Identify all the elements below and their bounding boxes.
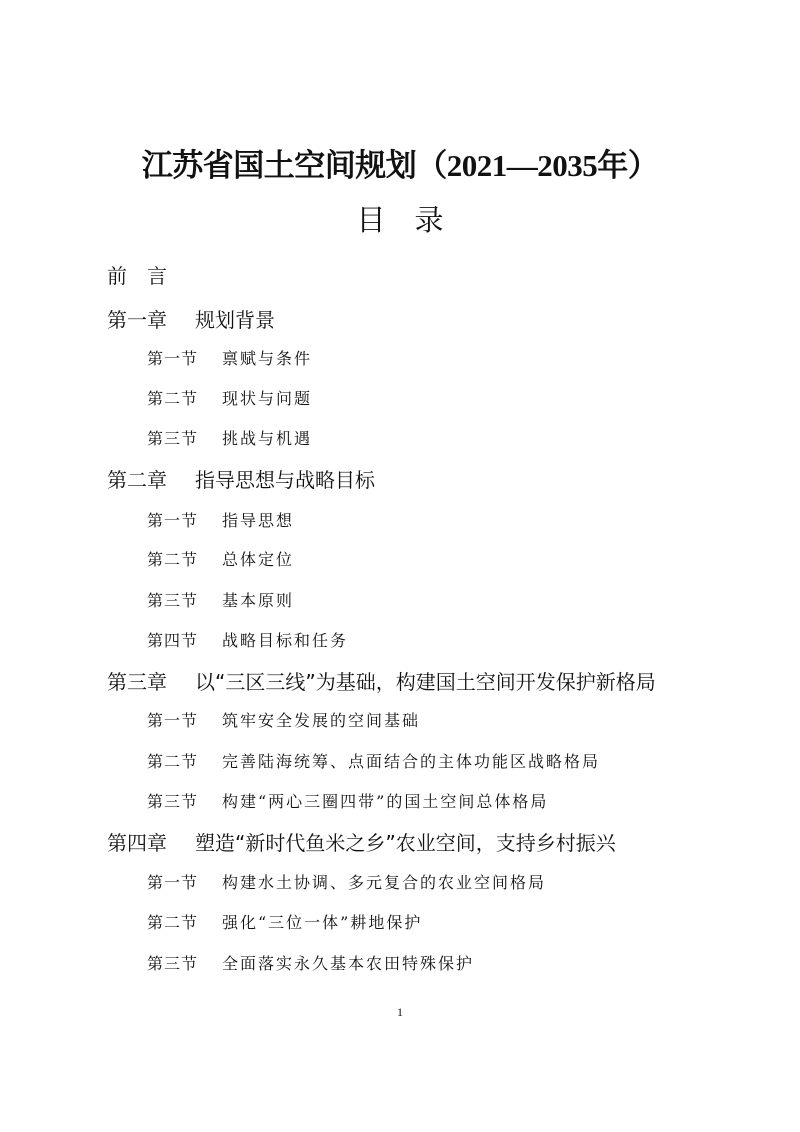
- toc-section[interactable]: [147, 346, 312, 369]
- toc-preface[interactable]: 前 言: [107, 264, 167, 288]
- toc-chapter[interactable]: [107, 464, 375, 493]
- section-title: 筑牢安全发展的空间基础: [222, 711, 421, 730]
- section-title: 挑战与机遇: [222, 429, 313, 448]
- chapter-label: 第一章: [107, 308, 167, 332]
- toc-section[interactable]: [147, 789, 548, 812]
- section-title: 基本原则: [222, 591, 295, 610]
- chapter-title: 指导思想与战略目标: [195, 468, 375, 492]
- section-title: 禀赋与条件: [222, 349, 313, 368]
- section-title: 强化“三位一体”耕地保护: [222, 913, 423, 932]
- toc-section[interactable]: [147, 426, 312, 449]
- chapter-label: 第三章: [107, 670, 167, 694]
- section-title: 完善陆海统筹、点面结合的主体功能区战略格局: [222, 752, 601, 771]
- section-label: 第一节: [147, 873, 199, 892]
- toc-section[interactable]: [147, 547, 294, 570]
- section-title: 现状与问题: [222, 389, 313, 408]
- section-label: 第二节: [147, 389, 199, 408]
- toc-section[interactable]: [147, 870, 546, 893]
- section-label: 第三节: [147, 429, 199, 448]
- section-title: 全面落实永久基本农田特殊保护: [222, 954, 475, 973]
- toc-heading: 目 录: [356, 203, 444, 237]
- toc-section[interactable]: [147, 588, 294, 611]
- section-title: 构建“两心三圈四带”的国土空间总体格局: [222, 792, 549, 811]
- section-title: 总体定位: [222, 550, 295, 569]
- section-label: 第二节: [147, 913, 199, 932]
- section-label: 第四节: [147, 631, 199, 650]
- section-label: 第一节: [147, 711, 199, 730]
- toc-section[interactable]: [147, 910, 422, 933]
- chapter-title: 以“三区三线”为基础，构建国土空间开发保护新格局: [195, 670, 656, 694]
- toc-section[interactable]: [147, 708, 420, 731]
- toc-chapter[interactable]: [107, 304, 275, 333]
- chapter-title: 规划背景: [195, 308, 275, 332]
- section-label: 第三节: [147, 792, 199, 811]
- section-title: 战略目标和任务: [222, 631, 349, 650]
- section-label: 第二节: [147, 752, 199, 771]
- section-label: 第三节: [147, 954, 199, 973]
- toc-section[interactable]: [147, 951, 474, 974]
- toc-section[interactable]: [147, 508, 294, 531]
- chapter-title: 塑造“新时代鱼米之乡”农业空间，支持乡村振兴: [195, 831, 616, 855]
- section-title: 构建水土协调、多元复合的农业空间格局: [222, 873, 547, 892]
- page-number: 1: [397, 1005, 403, 1019]
- section-label: 第三节: [147, 591, 199, 610]
- toc-section[interactable]: [147, 386, 312, 409]
- section-label: 第一节: [147, 349, 199, 368]
- toc-chapter[interactable]: [107, 666, 656, 695]
- chapter-label: 第二章: [107, 468, 167, 492]
- chapter-label: 第四章: [107, 831, 167, 855]
- toc-section[interactable]: [147, 749, 600, 772]
- section-label: 第二节: [147, 550, 199, 569]
- section-label: 第一节: [147, 511, 199, 530]
- document-title: 江苏省国土空间规划（2021—2035年）: [141, 148, 659, 183]
- toc-section[interactable]: [147, 628, 348, 651]
- section-title: 指导思想: [222, 511, 295, 530]
- toc-chapter[interactable]: [107, 827, 616, 856]
